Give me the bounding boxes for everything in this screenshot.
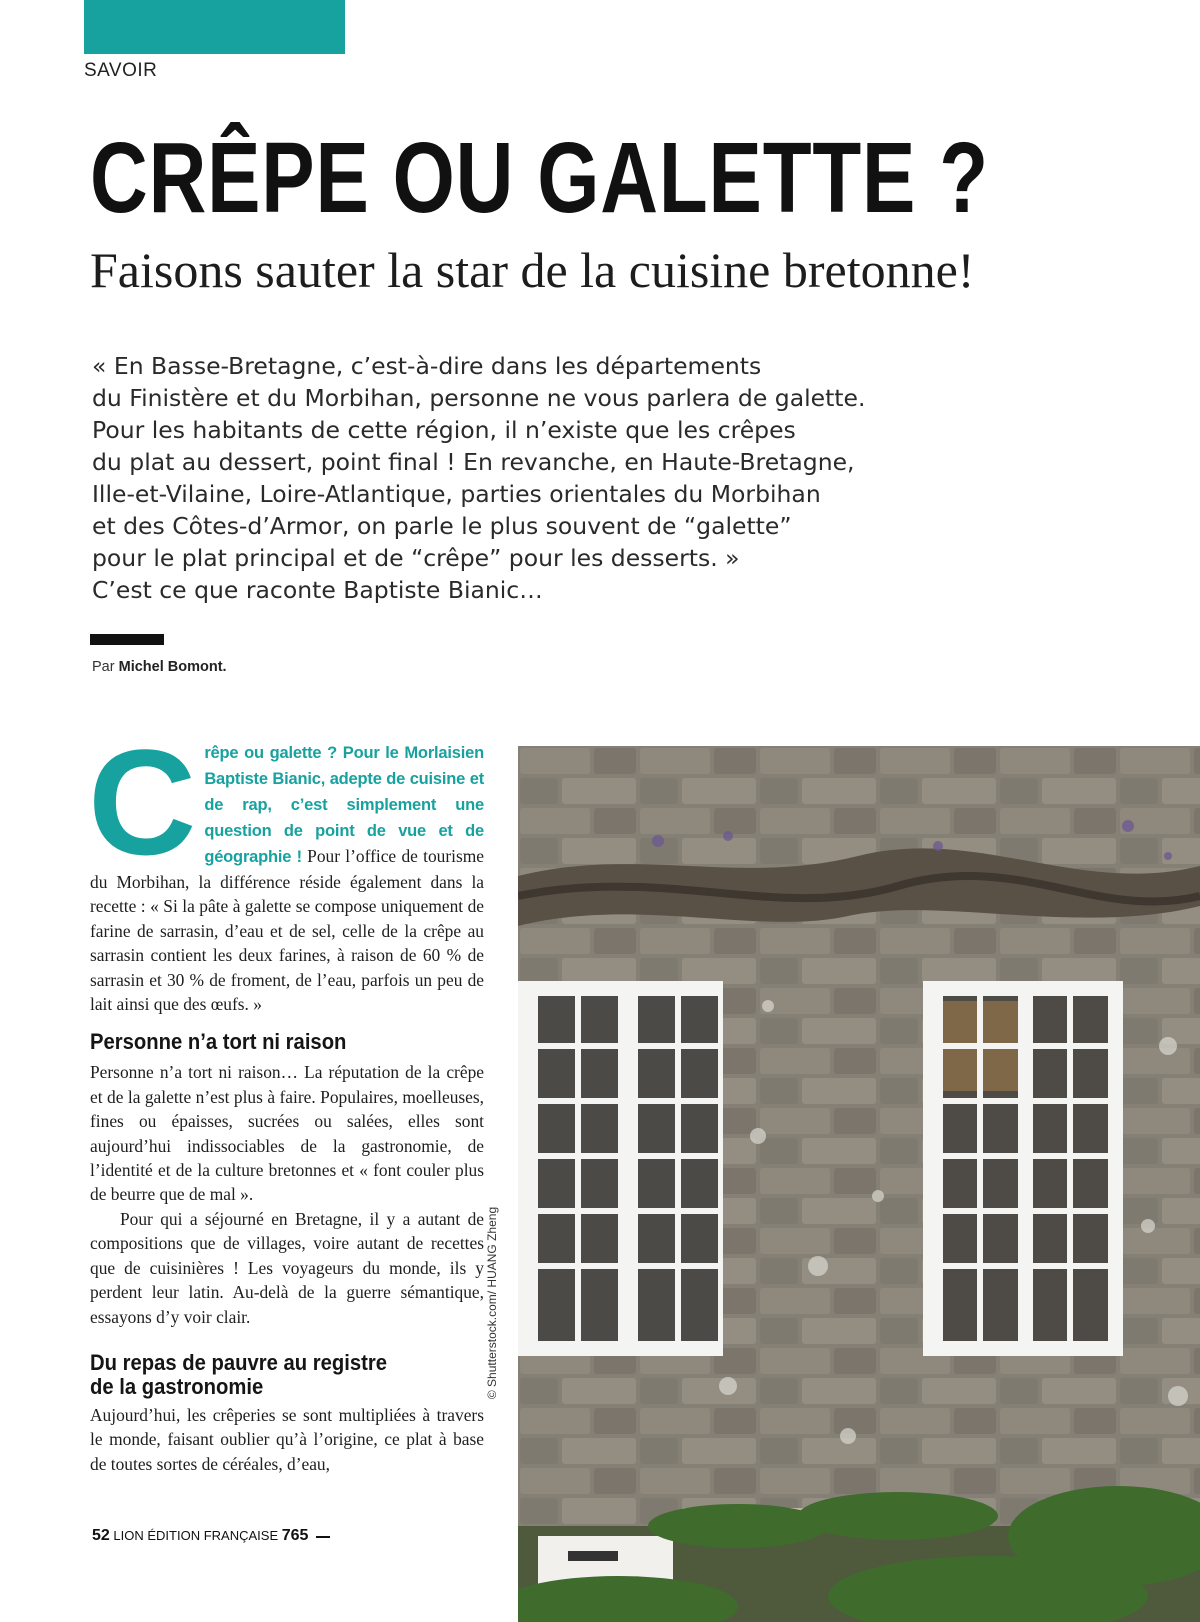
intro-line: et des Côtes-d’Armor, on parle le plus souvent de “galette” xyxy=(92,512,792,540)
magazine-name: LION ÉDITION FRANÇAISE xyxy=(113,1528,279,1543)
paragraph: Aujourd’hui, les crêperies se sont multipliées à travers le monde, faisant oublier qu’à l’origine, ce plat à base de toutes sortes de céréales, d’eau, xyxy=(90,1404,484,1474)
page-number: 52 xyxy=(92,1527,110,1544)
intro-line: du Finistère et du Morbihan, personne ne vous parlera de galette. xyxy=(92,384,866,412)
subheading: Personne n’a tort ni raison xyxy=(90,1029,347,1055)
byline xyxy=(92,659,227,675)
intro-quote xyxy=(92,350,992,606)
intro-line: pour le plat principal et de “crêpe” pour les desserts. » xyxy=(92,544,740,572)
paragraph-text: Pour l’office de tourisme du Morbihan, la différence réside également dans la recette : « Si la pâte à galette se compose uniquement de farine de sarrasin, d’eau et de sel, celle de la crêpe au sarrasin contient les deux farines, à raison de 60 % de sarrasin et 30 % de froment, de l’eau, parfois un peu de lait ainsi que des œufs. » xyxy=(90,846,484,1015)
issue-number: 765 xyxy=(281,1527,309,1544)
window-left xyxy=(518,981,723,1356)
intro-line: du plat au dessert, point final ! En revanche, en Haute-Bretagne, xyxy=(92,448,855,476)
window-right xyxy=(923,981,1123,1356)
section-accent-bar xyxy=(84,0,345,54)
section-label: SAVOIR xyxy=(84,60,158,81)
intro-line: C’est ce que raconte Baptiste Bianic… xyxy=(92,576,543,604)
subheading: de la gastronomie xyxy=(90,1373,264,1399)
article-photo xyxy=(518,746,1200,1622)
intro-line: Ille-et-Vilaine, Loire-Atlantique, parties orientales du Morbihan xyxy=(92,480,821,508)
drop-cap: C xyxy=(88,718,197,886)
article-title: CRÊPE OU GALETTE ? xyxy=(90,122,989,234)
footer-dash xyxy=(316,1536,330,1538)
byline-prefix: Par xyxy=(92,659,115,675)
paragraph: Personne n’a tort ni raison… La réputation de la crêpe et de la galette n’est plus à faire. Populaires, moelleuses, fines ou épaisses, sucrées ou salées, elles sont aujourd’hui indissociables de la gastronomie, de l’identité et de la culture bretonnes et « font couler plus de beurre que de mal ». xyxy=(90,1062,484,1205)
intro-line: « En Basse-Bretagne, c’est-à-dire dans les départements xyxy=(92,352,762,380)
page-footer xyxy=(92,1527,330,1545)
article-body xyxy=(88,718,484,1476)
paragraph: Pour qui a séjourné en Bretagne, il y a autant de compositions que de villages, voire autant de recettes que de cuisinières ! Les voyageurs du monde, ils y perdent leur latin. Au-delà de la guerre sémantique, essayons d’y voir clair. xyxy=(90,1208,484,1327)
intro-line: Pour les habitants de cette région, il n’existe que les crêpes xyxy=(92,416,796,444)
subheading: Du repas de pauvre au registre xyxy=(90,1349,387,1375)
byline-author: Michel Bomont. xyxy=(118,659,227,675)
lead-text: rêpe ou galette ? Pour le Morlaisien Baptiste Bianic, adepte de cuisine et de rap, c’est simplement une question de point de vue et de géographie ! xyxy=(204,744,484,866)
byline-rule xyxy=(90,634,164,645)
article-subtitle: Faisons sauter la star de la cuisine bretonne! xyxy=(90,242,975,298)
stone-wall-windows-image xyxy=(518,746,1200,1622)
